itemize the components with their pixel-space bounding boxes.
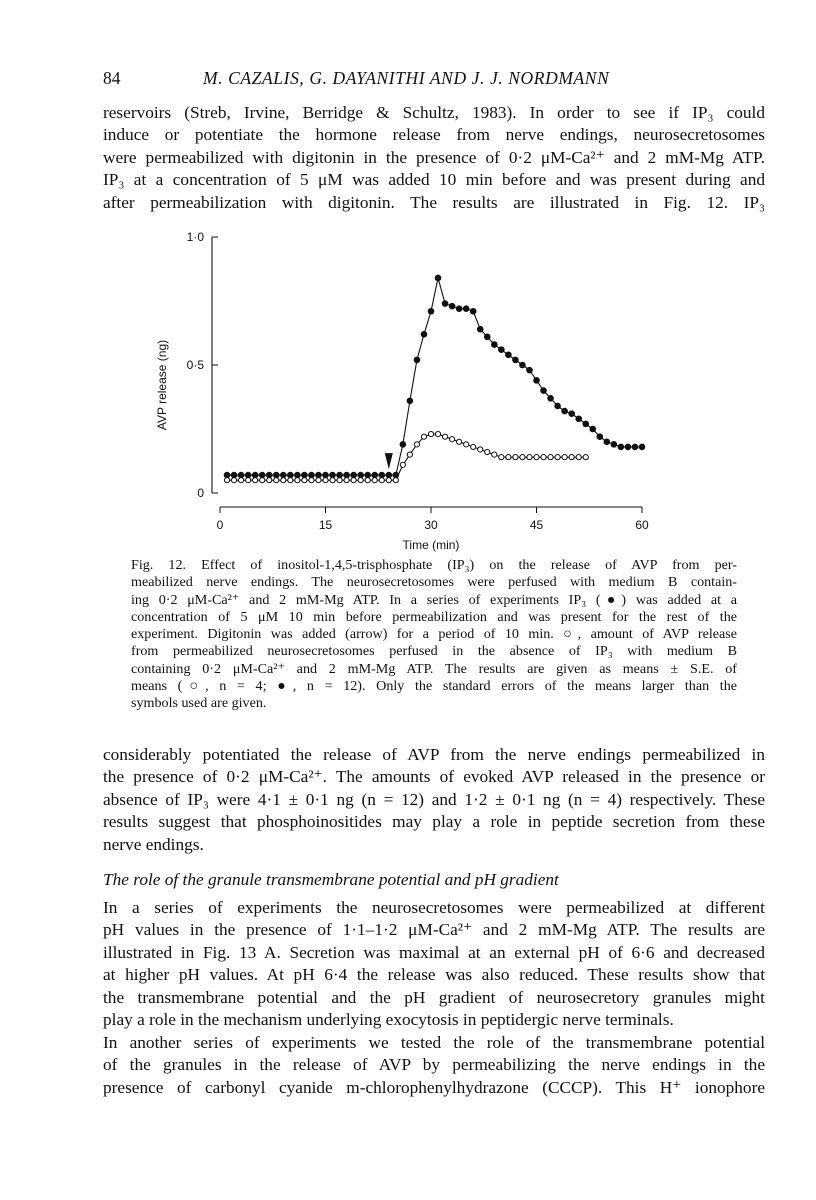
text-line: nerve endings. xyxy=(103,834,204,854)
chart-axes xyxy=(155,230,649,552)
text-line: In a series of experiments the neurosecretosomes were permeabilized at different xyxy=(103,898,765,917)
data-point-open xyxy=(457,439,462,444)
data-point-filled xyxy=(435,275,441,281)
data-point-filled xyxy=(379,472,385,478)
data-point-filled xyxy=(562,408,568,414)
text-line: the presence of 0·2 μM-Ca²⁺. The amounts of evoked AVP released in the presence or xyxy=(103,767,765,787)
data-point-open xyxy=(506,455,511,460)
data-point-filled xyxy=(351,472,357,478)
paragraph-top xyxy=(103,102,765,214)
data-point-open xyxy=(548,455,553,460)
data-point-open xyxy=(302,478,307,483)
text-line: play a role in the mechanism underlying exocytosis in peptidergic nerve terminals. xyxy=(103,1010,674,1030)
data-point-filled xyxy=(632,444,638,450)
data-point-filled xyxy=(484,334,490,340)
data-point-filled xyxy=(604,439,610,445)
data-point-open xyxy=(576,455,581,460)
series-line xyxy=(227,278,642,475)
caption-line: meabilized nerve endings. The neurosecretosomes were perfused with medium B contain- xyxy=(131,574,737,591)
text-line: of the granules in the release of AVP by permeabilizing the nerve endings in the xyxy=(103,1055,765,1075)
data-point-filled xyxy=(281,472,287,478)
data-point-open xyxy=(344,478,349,483)
text-line: reservoirs (Streb, Irvine, Berridge & Schultz, 1983). In order to see if IP₃ could xyxy=(103,103,765,122)
data-point-open xyxy=(295,478,300,483)
data-point-open xyxy=(323,478,328,483)
x-tick-label: 45 xyxy=(529,518,544,532)
data-point-filled xyxy=(302,472,308,478)
data-point-open xyxy=(527,455,532,460)
text-line: In another series of experiments we tested the role of the transmembrane potential xyxy=(103,1033,765,1052)
text-line: after permeabilization with digitonin. The results are illustrated in Fig. 12. IP₃ xyxy=(103,192,765,212)
text-line: were permeabilized with digitonin in the presence of 0·2 μM-Ca²⁺ and 2 mM-Mg ATP. xyxy=(103,147,765,167)
data-point-filled xyxy=(520,362,526,368)
x-tick-label: 30 xyxy=(424,518,438,532)
data-point-filled xyxy=(400,442,406,448)
data-point-filled xyxy=(372,472,378,478)
data-point-open xyxy=(569,455,574,460)
data-point-open xyxy=(541,455,546,460)
data-point-open xyxy=(281,478,286,483)
data-point-filled xyxy=(266,472,272,478)
text-line: the transmembrane potential and the pH gradient of neurosecretory granules might xyxy=(103,987,765,1007)
data-point-filled xyxy=(421,331,427,337)
data-point-filled xyxy=(527,367,533,373)
data-point-filled xyxy=(414,357,420,363)
data-point-filled xyxy=(470,308,476,314)
caption-line: containing 0·2 μM-Ca²⁺ and 2 mM-Mg ATP. The results are given as means ± S.E. of xyxy=(131,660,737,677)
paragraph-mid xyxy=(103,744,765,856)
paragraph-section xyxy=(103,897,765,1031)
caption-line: Fig. 12. Effect of inositol-1,4,5-trisphosphate (IP₃) on the release of AVP from per- xyxy=(131,557,737,573)
data-point-filled xyxy=(288,472,294,478)
figure-caption xyxy=(131,557,737,713)
x-tick-label: 15 xyxy=(318,518,333,532)
figure-12-chart xyxy=(150,225,670,555)
data-point-open xyxy=(407,452,412,457)
y-tick-label: 0·5 xyxy=(186,358,204,372)
data-point-open xyxy=(471,444,476,449)
data-point-open xyxy=(562,455,567,460)
data-point-open xyxy=(534,455,539,460)
data-point-filled xyxy=(344,472,350,478)
data-point-filled xyxy=(548,395,554,401)
data-point-open xyxy=(351,478,356,483)
data-point-filled xyxy=(428,308,434,314)
data-point-filled xyxy=(337,472,343,478)
data-point-filled xyxy=(555,403,561,409)
data-point-open xyxy=(330,478,335,483)
data-point-filled xyxy=(442,301,448,307)
y-tick-label: 0 xyxy=(197,486,204,500)
data-point-filled xyxy=(506,352,512,358)
data-point-filled xyxy=(330,472,336,478)
text-line: IP₃ at a concentration of 5 μM was added 10 min before and was present during and xyxy=(103,170,765,190)
data-point-filled xyxy=(252,472,258,478)
data-point-filled xyxy=(316,472,322,478)
data-point-open xyxy=(499,455,504,460)
data-point-open xyxy=(450,437,455,442)
data-point-filled xyxy=(611,442,617,448)
data-point-open xyxy=(386,478,391,483)
text-line: illustrated in Fig. 13 A. Secretion was maximal at an external pH of 6·6 and decreased xyxy=(103,942,765,962)
data-point-open xyxy=(428,432,433,437)
data-point-filled xyxy=(492,342,498,348)
paragraph-last xyxy=(103,1032,765,1099)
caption-line: ing 0·2 μM-Ca²⁺ and 2 mM-Mg ATP. In a series of experiments IP₃ (●) was added at a xyxy=(131,591,737,608)
data-point-filled xyxy=(449,303,455,309)
data-point-filled xyxy=(407,398,413,404)
data-point-filled xyxy=(477,326,483,332)
data-point-filled xyxy=(625,444,631,450)
caption-line: symbols used are given. xyxy=(131,695,267,712)
chart-plot-area xyxy=(224,275,645,483)
data-point-open xyxy=(400,462,405,467)
data-point-open xyxy=(520,455,525,460)
data-point-filled xyxy=(323,472,329,478)
data-point-filled xyxy=(463,306,469,312)
data-point-filled xyxy=(456,306,462,312)
data-point-filled xyxy=(569,411,575,417)
text-line: induce or potentiate the hormone release from nerve endings, neurosecretosomes xyxy=(103,125,765,145)
data-point-filled xyxy=(590,426,596,432)
data-point-open xyxy=(442,434,447,439)
text-line: pH values in the presence of 1·1–1·2 μM-Ca²⁺ and 2 mM-Mg ATP. The results are xyxy=(103,920,765,940)
data-point-filled xyxy=(309,472,315,478)
running-head-authors: M. CAZALIS, G. DAYANITHI AND J. J. NORDMANN xyxy=(203,68,610,88)
data-point-open xyxy=(478,447,483,452)
data-point-filled xyxy=(499,347,505,353)
digitonin-arrow-icon xyxy=(385,453,393,469)
data-point-open xyxy=(337,478,342,483)
caption-line: experiment. Digitonin was added (arrow) for a period of 10 min. ○, amount of AVP release xyxy=(131,626,737,643)
x-tick-label: 60 xyxy=(635,518,649,532)
running-header xyxy=(103,68,763,92)
data-point-filled xyxy=(513,357,519,363)
data-point-open xyxy=(274,478,279,483)
data-point-open xyxy=(372,478,377,483)
data-point-filled xyxy=(358,472,364,478)
caption-line: means (○, n = 4; ●, n = 12). Only the standard errors of the means larger than the xyxy=(131,678,737,695)
data-point-open xyxy=(393,478,398,483)
text-line: at higher pH values. At pH 6·4 the release was also reduced. These results show that xyxy=(103,965,765,985)
data-point-open xyxy=(267,478,272,483)
text-line: considerably potentiated the release of AVP from the nerve endings permeabilized in xyxy=(103,745,765,764)
data-point-filled xyxy=(576,416,582,422)
data-point-filled xyxy=(597,434,603,440)
page-number: 84 xyxy=(103,68,121,88)
text-line: results suggest that phosphoinositides may play a role in peptide secretion from these xyxy=(103,812,765,832)
data-point-open xyxy=(492,452,497,457)
data-point-open xyxy=(309,478,314,483)
data-point-open xyxy=(358,478,363,483)
data-point-open xyxy=(583,455,588,460)
data-point-open xyxy=(414,442,419,447)
data-point-open xyxy=(260,478,265,483)
data-point-open xyxy=(435,432,440,437)
data-point-open xyxy=(513,455,518,460)
data-point-open xyxy=(288,478,293,483)
data-point-filled xyxy=(238,472,244,478)
data-point-open xyxy=(231,478,236,483)
data-point-filled xyxy=(245,472,251,478)
text-line: absence of IP₃ were 4·1 ± 0·1 ng (n = 12) and 1·2 ± 0·1 ng (n = 4) respectively. These xyxy=(103,789,765,809)
data-point-filled xyxy=(534,378,540,384)
data-point-filled xyxy=(386,472,392,478)
data-point-filled xyxy=(295,472,301,478)
data-point-filled xyxy=(259,472,265,478)
data-point-filled xyxy=(639,444,645,450)
data-point-open xyxy=(365,478,370,483)
data-point-filled xyxy=(224,472,230,478)
data-point-filled xyxy=(541,388,547,394)
text-line: presence of carbonyl cyanide m-chlorophenylhydrazone (CCCP). This H⁺ ionophore xyxy=(103,1077,765,1097)
data-point-filled xyxy=(618,444,624,450)
data-point-open xyxy=(485,449,490,454)
x-axis-label: Time (min) xyxy=(402,538,460,552)
y-axis-label: AVP release (ng) xyxy=(155,339,169,431)
x-tick-label: 0 xyxy=(216,518,224,532)
data-point-open xyxy=(224,478,229,483)
data-point-open xyxy=(239,478,244,483)
caption-line: from permeabilized neurosecretosomes perfused in the absence of IP₃ with medium B xyxy=(131,643,737,660)
data-point-open xyxy=(379,478,384,483)
data-point-filled xyxy=(231,472,237,478)
data-point-filled xyxy=(583,421,589,427)
data-point-open xyxy=(246,478,251,483)
data-point-open xyxy=(555,455,560,460)
data-point-open xyxy=(421,434,426,439)
data-point-open xyxy=(316,478,321,483)
data-point-open xyxy=(253,478,258,483)
data-point-filled xyxy=(273,472,279,478)
data-point-open xyxy=(464,442,469,447)
caption-line: concentration of 5 μM 10 min before permeabilization and was present for the rest of the xyxy=(131,608,737,625)
data-point-filled xyxy=(365,472,371,478)
y-tick-label: 1·0 xyxy=(186,230,204,244)
section-title: The role of the granule transmembrane potential and pH gradient xyxy=(103,870,559,889)
